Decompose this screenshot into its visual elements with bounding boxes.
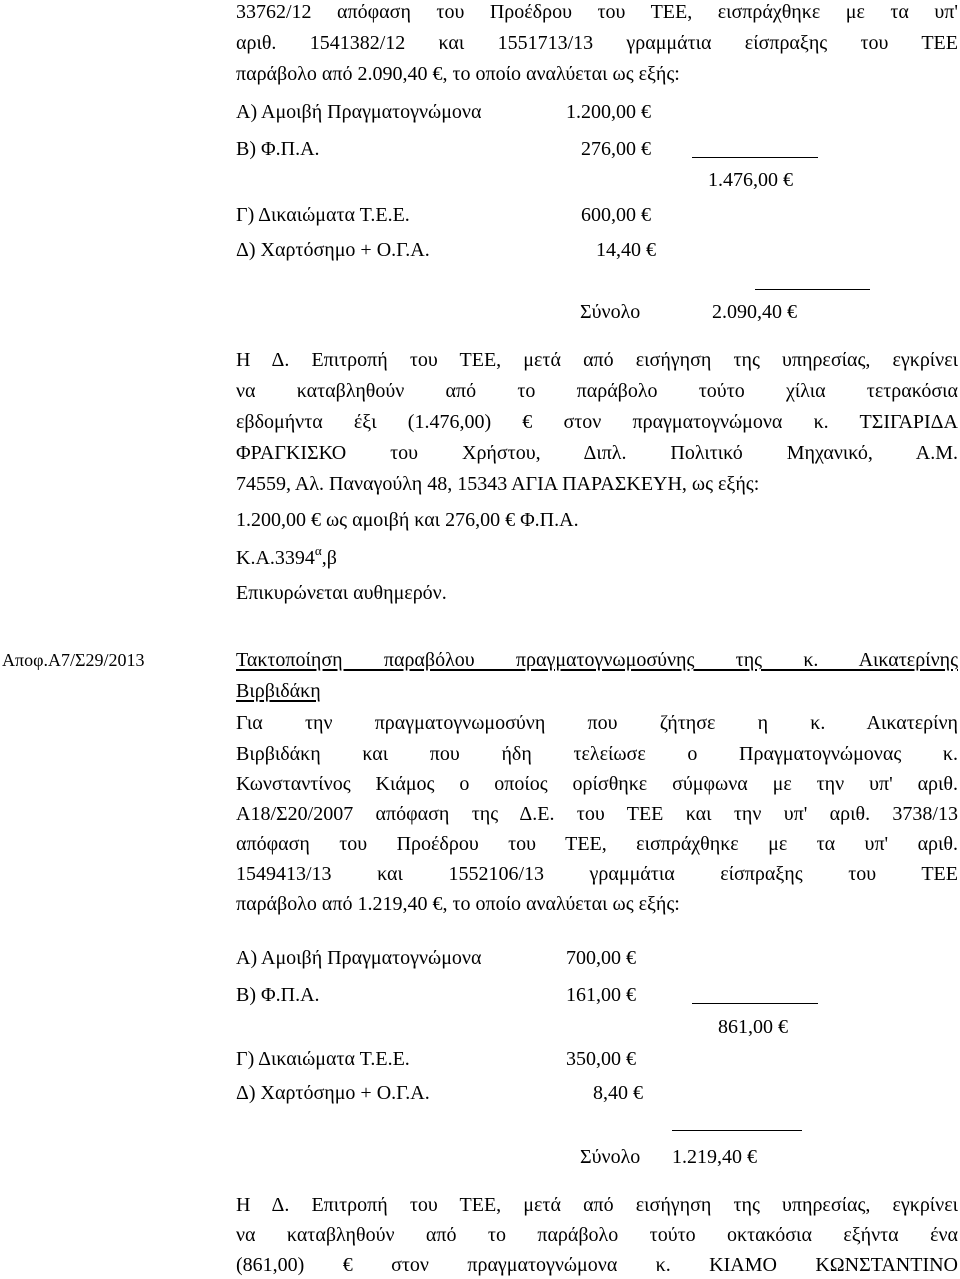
s2-item-d-label: Δ) Χαρτόσημο + Ο.Γ.Α. [236, 1082, 430, 1104]
s2-decision-id: Αποφ.Α7/Σ29/2013 [2, 650, 145, 670]
s2-subtotal: 861,00 € [718, 1016, 788, 1038]
s2-paragraph-line-3: Κωνσταντίνος Κιάμος ο οποίος ορίσθηκε σύμφωνα με την υπ' αριθ. [236, 773, 958, 795]
s2-paragraph-line-6: 1549413/13 και 1552106/13 γραμμάτια είσπραξης του ΤΕΕ [236, 863, 958, 885]
s2-title-line-2: Βιρβιδάκη [236, 680, 321, 702]
s1-item-d-amount: 14,40 € [596, 239, 656, 261]
s2-total-label: Σύνολο [580, 1146, 641, 1168]
s1-item-a-amount: 1.200,00 € [566, 101, 651, 123]
s2-decision-line-3: (861,00) € στον πραγματογνώμονα κ. ΚΙΑΜΟ ΚΩΝΣΤΑΝΤΙΝΟ [236, 1254, 958, 1276]
s1-item-a-label: Α) Αμοιβή Πραγματογνώμονα [236, 101, 482, 123]
s1-total-amount: 2.090,40 € [712, 301, 797, 323]
s1-decision-line-5: 74559, Αλ. Παναγούλη 48, 15343 ΑΓΙΑ ΠΑΡΑΣΚΕΥΗ, ως εξής: [236, 473, 760, 495]
s1-item-d-label: Δ) Χαρτόσημο + Ο.Γ.Α. [236, 239, 430, 261]
s1-total-rule [755, 289, 870, 290]
s2-item-c-amount: 350,00 € [566, 1048, 636, 1070]
s1-ka-code: $K.A.3394^\alpha,\beta$ [236, 543, 337, 569]
s2-paragraph-line-1: Για την πραγματογνωμοσύνη που ζήτησε η κ. Αικατερίνη [236, 712, 958, 734]
s2-paragraph-line-2: Βιρβιδάκη και που ήδη τελείωσε ο Πραγματογνώμονας κ. [236, 743, 958, 765]
s1-decision-line-3: εβδομήντα έξι (1.476,00) € στον πραγματογνώμονα κ. ΤΣΙΓΑΡΙΔΑ [236, 411, 958, 433]
s1-item-c-amount: 600,00 € [581, 204, 651, 226]
s2-item-a-amount: 700,00 € [566, 947, 636, 969]
s1-decision-line-2: να καταβληθούν από το παράβολο τούτο χίλια τετρακόσια [236, 380, 958, 402]
s2-item-a-label: Α) Αμοιβή Πραγματογνώμονα [236, 947, 482, 969]
s2-item-b-amount: 161,00 € [566, 984, 636, 1006]
s1-item-c-label: Γ) Δικαιώματα Τ.Ε.Ε. [236, 204, 410, 226]
s1-item-b-label: Β) Φ.Π.Α. [236, 138, 320, 160]
s2-title-line-1: Τακτοποίηση παραβόλου πραγματογνωμοσύνης της κ. Αικατερίνης [236, 649, 958, 671]
s2-item-b-label: Β) Φ.Π.Α. [236, 984, 320, 1006]
s1-ratified: Επικυρώνεται αυθημερόν. [236, 582, 447, 604]
s1-decision-line-4: ΦΡΑΓΚΙΣΚΟ του Χρήστου, Διπλ. Πολιτικό Μηχανικό, Α.Μ. [236, 442, 958, 464]
s1-decision-line-1: Η Δ. Επιτροπή του ΤΕΕ, μετά από εισήγηση της υπηρεσίας, εγκρίνει [236, 349, 958, 371]
s2-total-rule [672, 1130, 802, 1131]
s2-total-amount: 1.219,40 € [672, 1146, 757, 1168]
s1-paragraph-line-2: αριθ. 1541382/12 και 1551713/13 γραμμάτια είσπραξης του ΤΕΕ [236, 32, 958, 54]
s1-subtotal: 1.476,00 € [708, 169, 793, 191]
s2-paragraph-line-5: απόφαση του Προέδρου του ΤΕΕ, εισπράχθηκε με τα υπ' αριθ. [236, 833, 958, 855]
s2-paragraph-line-4: Α18/Σ20/2007 απόφαση της Δ.Ε. του ΤΕΕ και την υπ' αριθ. 3738/13 [236, 803, 958, 825]
s2-item-d-amount: 8,40 € [593, 1082, 643, 1104]
s1-payment-line: 1.200,00 € ως αμοιβή και 276,00 € Φ.Π.Α. [236, 509, 579, 531]
s1-paragraph-line-1: 33762/12 απόφαση του Προέδρου του ΤΕΕ, εισπράχθηκε με τα υπ' [236, 1, 958, 23]
s2-subtotal-rule [692, 1003, 818, 1004]
s2-paragraph-line-7: παράβολο από 1.219,40 €, το οποίο αναλύεται ως εξής: [236, 893, 680, 915]
s1-total-label: Σύνολο [580, 301, 641, 323]
s1-item-b-amount: 276,00 € [581, 138, 651, 160]
s2-decision-line-2: να καταβληθούν από το παράβολο τούτο οκτακόσια εξήντα ένα [236, 1224, 958, 1246]
s2-decision-line-1: Η Δ. Επιτροπή του ΤΕΕ, μετά από εισήγηση της υπηρεσίας, εγκρίνει [236, 1194, 958, 1216]
s1-subtotal-rule [692, 157, 818, 158]
s2-item-c-label: Γ) Δικαιώματα Τ.Ε.Ε. [236, 1048, 410, 1070]
s1-paragraph-line-3: παράβολο από 2.090,40 €, το οποίο αναλύεται ως εξής: [236, 63, 680, 85]
